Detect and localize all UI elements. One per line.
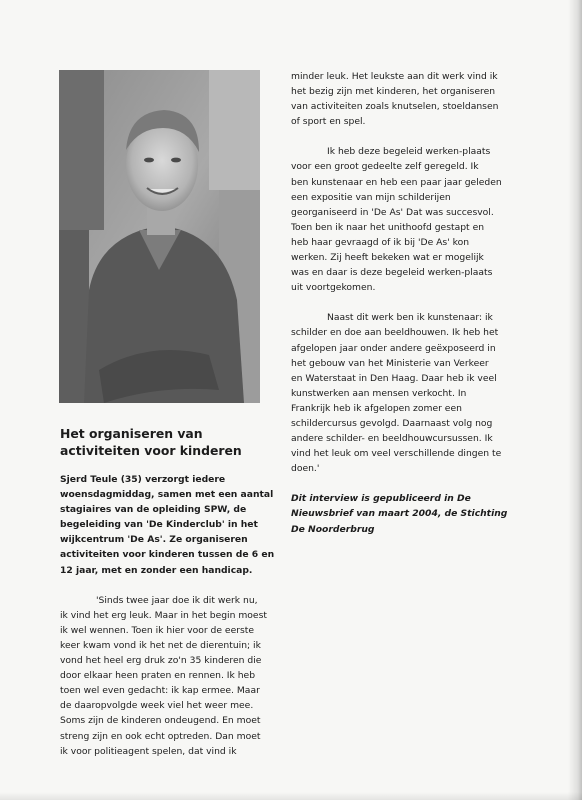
body-line: het gebouw van het Ministerie van Verkeer (291, 357, 489, 369)
body-line: van activiteiten zoals knutselen, stoeldansen (291, 101, 499, 113)
body-paragraph (291, 310, 515, 476)
body-paragraph (60, 593, 278, 759)
body-paragraph (291, 69, 515, 129)
body-line: was en daar is deze begeleid werken-plaats (291, 267, 493, 279)
body-line: voor een groot gedeelte zelf geregeld. Ik (291, 161, 479, 173)
body-line: kunstwerken aan mensen verkocht. In (291, 387, 467, 399)
body-line: het bezig zijn met kinderen, het organiseren (291, 86, 496, 98)
body-line: minder leuk. Het leukste aan dit werk vind ik (291, 71, 498, 82)
body-line: toen wel even gedacht: ik kap ermee. Maar (60, 685, 260, 697)
credit-line: Dit interview is gepubliceerd in De (291, 493, 471, 505)
right-column (291, 69, 515, 537)
body-line: vond het heel erg druk zo'n 35 kinderen die (60, 655, 262, 667)
credit-line: De Noorderbrug (291, 523, 375, 535)
body-line: vind het leuk om veel verschillende dingen te (291, 448, 502, 460)
publication-credit (291, 491, 515, 536)
body-line: de daaropvolgde week viel het weer mee. (60, 700, 254, 712)
intro-paragraph (60, 472, 278, 578)
body-line: ik voor politieagent spelen, dat vind ik (60, 745, 237, 757)
body-line: door elkaar heen praten en rennen. Ik heb (60, 670, 256, 682)
body-paragraph (291, 144, 515, 295)
body-line: Naast dit werk ben ik kunstenaar: ik (327, 312, 493, 324)
intro-line: 12 jaar, met en zonder een handicap. (60, 564, 253, 576)
left-column (60, 472, 278, 759)
body-line: keer kwam vond ik het net de dierentuin; ik (60, 639, 261, 651)
body-line: streng zijn en ook echt optreden. Dan moet (60, 730, 261, 742)
credit-line: Nieuwsbrief van maart 2004, de Stichting (291, 508, 508, 520)
portrait-photo-image (59, 70, 260, 403)
body-line: uit voortgekomen. (291, 282, 376, 294)
body-line: werken. Zij heeft bekeken wat er mogelijk (291, 252, 484, 264)
article-headline (60, 425, 280, 459)
body-line: en Waterstaat in Den Haag. Daar heb ik veel (291, 372, 497, 384)
headline-line: Het organiseren van (60, 426, 203, 441)
intro-line: begeleiding van 'De Kinderclub' in het (60, 519, 258, 531)
body-line: ben kunstenaar en heb een paar jaar geleden (291, 176, 502, 188)
body-line: Soms zijn de kinderen ondeugend. En moet (60, 715, 261, 727)
body-line: heb haar gevraagd of ik bij 'De As' kon (291, 236, 470, 248)
body-line: doen.' (291, 463, 320, 475)
body-line: of sport en spel. (291, 116, 366, 128)
body-line: ik vind het erg leuk. Maar in het begin moest (60, 609, 267, 621)
intro-line: woensdagmiddag, samen met een aantal (60, 489, 274, 501)
intro-line: stagiaires van de opleiding SPW, de (60, 504, 247, 516)
intro-line: wijkcentrum 'De As'. Ze organiseren (60, 534, 248, 546)
body-line: andere schilder- en beeldhouwcursussen. Ik (291, 433, 493, 445)
portrait-photo (59, 70, 260, 403)
scan-edge-shadow (568, 0, 582, 800)
body-line: ik wel wennen. Toen ik hier voor de eerste (60, 624, 255, 636)
body-line: georganiseerd in 'De As' Dat was succesvol. (291, 206, 494, 218)
body-line: afgelopen jaar onder andere geëxposeerd in (291, 342, 496, 354)
body-line: schildercursus gevolgd. Daarnaast volg nog (291, 417, 493, 429)
scan-bottom-shadow (0, 792, 582, 800)
intro-line: Sjerd Teule (35) verzorgt iedere (60, 474, 226, 485)
body-line: een expositie van mijn schilderijen (291, 191, 451, 203)
body-line: Frankrijk heb ik afgelopen zomer een (291, 402, 462, 414)
body-line: Ik heb deze begeleid werken-plaats (327, 146, 491, 158)
body-line: Toen ben ik naar het unithoofd gestapt en (291, 221, 485, 233)
body-line: schilder en doe aan beeldhouwen. Ik heb het (291, 327, 499, 339)
body-line: 'Sinds twee jaar doe ik dit werk nu, (96, 594, 258, 606)
headline-line: activiteiten voor kinderen (60, 443, 242, 458)
intro-line: activiteiten voor kinderen tussen de 6 en (60, 549, 275, 561)
